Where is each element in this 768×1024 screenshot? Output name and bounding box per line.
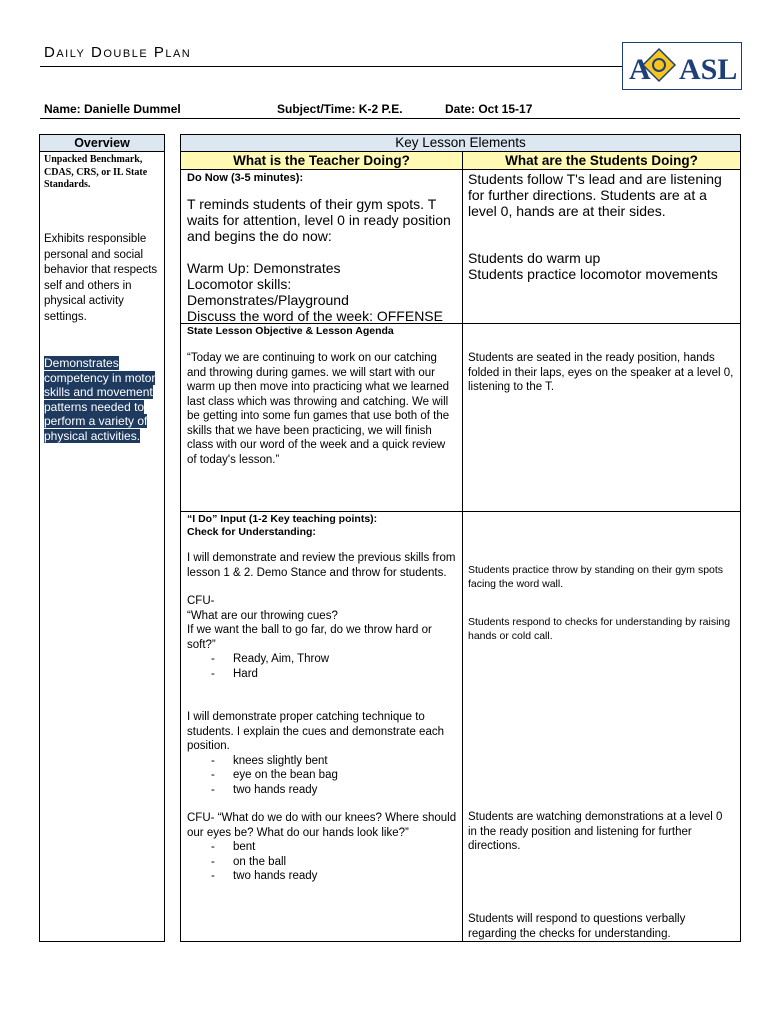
info-rule (40, 118, 740, 119)
document-title: Daily Double Plan (44, 44, 192, 61)
overview-heading: Overview (74, 136, 130, 150)
i-do-teacher-content (187, 551, 457, 884)
overview-header (39, 134, 165, 152)
do-now-teacher-list (187, 260, 459, 324)
list-item: - eye on the bean bag (211, 768, 457, 783)
catch-cues (187, 754, 457, 798)
list-item: - Ready, Aim, Throw (211, 652, 457, 667)
i-do-label (187, 513, 377, 539)
cfu-2-question: CFU- “What do we do with our knees? Where should our eyes be? What do our hands look like?” (187, 812, 457, 839)
aesl-logo (622, 42, 742, 90)
logo-graphic (623, 43, 739, 87)
students-column-header (462, 151, 741, 170)
i-do-demo-catch: I will demonstrate proper catching technique to students. I explain the cues and demonstrate each position. (187, 711, 444, 752)
teacher-name: Name: Danielle Dummel (44, 102, 181, 116)
i-do-students-verbal: Students will respond to questions verbally regarding the checks for understanding. (468, 913, 686, 940)
i-do-students-throw: Students practice throw by standing on their gym spots facing the word wall. (468, 564, 724, 590)
list-item: - two hands ready (211, 783, 457, 798)
standard-2 (44, 356, 162, 443)
list-item: - bent (211, 840, 457, 855)
do-now-playground: Demonstrates/Playground (187, 292, 349, 308)
i-do-students-watching: Students are watching demonstrations at a level 0 in the ready position and listening for further directions. (468, 811, 723, 852)
students-locomotor: Students practice locomotor movements (468, 266, 718, 282)
i-do-label-2: Check for Understanding: (187, 526, 316, 538)
do-now-students-list (468, 250, 738, 282)
objective-teacher-text: “Today we are continuing to work on our catching and throwing during games. we will start with our warm up then move into practicing what we learned last class which was throwing and catching. We will be getting into some fun games that use both of the skills that we have been practicing, we will finish class with our word of the week and a quick review of today's lesson.” (187, 352, 450, 466)
do-now-teacher-intro: T reminds students of their gym spots. T waits for attention, level 0 in ready position and begins the do now: (187, 196, 451, 244)
teacher-column-header (180, 151, 463, 170)
teacher-heading: What is the Teacher Doing? (233, 153, 410, 168)
i-do-label-1: “I Do” Input (1-2 Key teaching points): (187, 513, 378, 525)
subject-time: Subject/Time: K-2 P.E. (277, 102, 403, 116)
key-elements-heading: Key Lesson Elements (395, 135, 526, 150)
standard-1: Exhibits responsible personal and social behavior that respects self and others in physical activity settings. (44, 233, 158, 323)
cfu-1-followup: If we want the ball to go far, do we throw hard or soft?” (187, 624, 432, 651)
do-now-students-intro: Students follow T's lead and are listening for further directions. Students are at a level 0, hands are at their sides. (468, 171, 722, 219)
list-item: - on the ball (211, 855, 457, 870)
svg-text:A: A (629, 53, 651, 86)
title-rule (40, 66, 624, 67)
cfu-1-answers (187, 652, 457, 681)
list-item: - Hard (211, 667, 457, 682)
standards-label: Unpacked Benchmark, CDAS, CRS, or IL State Standards. (44, 154, 148, 190)
standard-2-text: Demonstrates competency in motor skills and movement patterns needed to perform a variety of physical activities. (44, 356, 156, 443)
objective-students-text: Students are seated in the ready position, hands folded in their laps, eyes on the speaker at a level 0, listening to the T. (468, 352, 734, 393)
list-item: - two hands ready (211, 869, 457, 884)
list-item: - knees slightly bent (211, 754, 457, 769)
do-now-warmup: Warm Up: Demonstrates (187, 260, 341, 276)
do-now-locomotor: Locomotor skills: (187, 276, 292, 292)
objective-label: State Lesson Objective & Lesson Agenda (187, 325, 394, 337)
students-heading: What are the Students Doing? (505, 153, 698, 168)
students-warmup: Students do warm up (468, 250, 601, 266)
do-now-label: Do Now (3-5 minutes): (187, 172, 304, 184)
lesson-date: Date: Oct 15-17 (445, 102, 533, 116)
cfu-1-label: CFU- (187, 595, 215, 607)
logo-text: ASL (679, 53, 738, 86)
i-do-demo-throw: I will demonstrate and review the previous skills from lesson 1 & 2. Demo Stance and throw for students. (187, 552, 456, 579)
cfu-1-question: “What are our throwing cues? (187, 609, 338, 622)
do-now-word-of-week: Discuss the word of the week: OFFENSE (187, 308, 443, 324)
key-elements-header (180, 134, 741, 152)
cfu-2-answers (187, 840, 457, 884)
i-do-students-respond: Students respond to checks for understanding by raising hands or cold call. (468, 616, 731, 642)
